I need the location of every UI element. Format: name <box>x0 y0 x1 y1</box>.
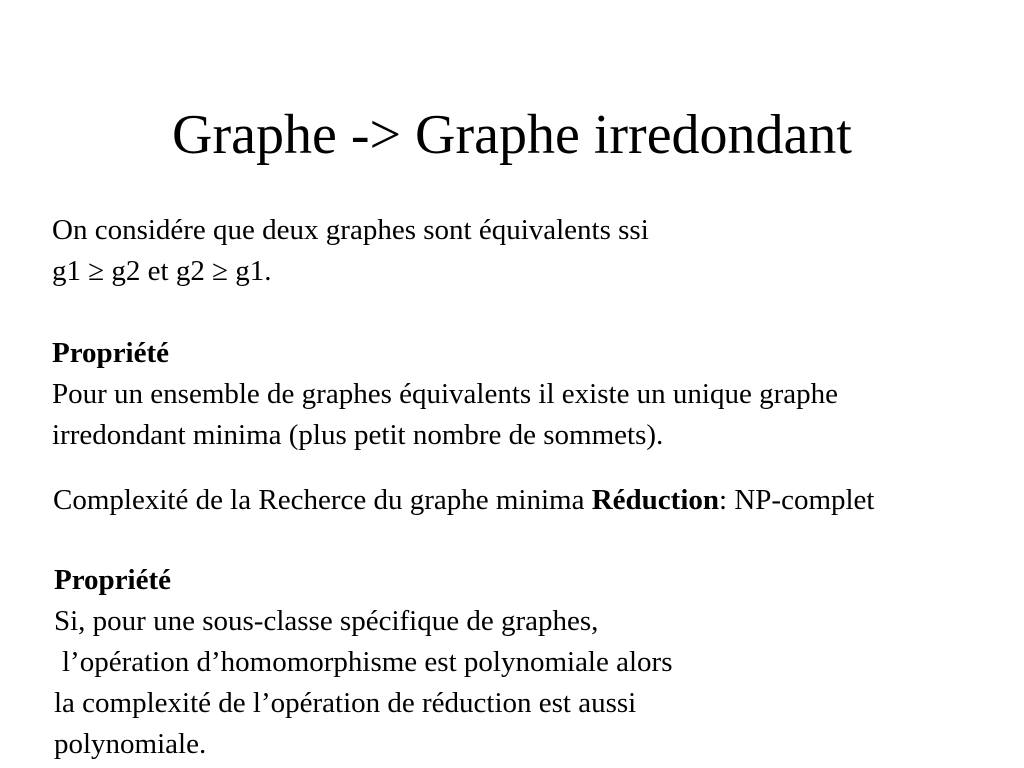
property-2-line-4: polynomiale. <box>54 728 207 760</box>
property-2-line-3: la complexité de l’opération de réduction est aussi <box>54 687 637 719</box>
property-2-line-1: Si, pour une sous-classe spécifique de graphes, <box>54 605 599 637</box>
property-1-line-2: irredondant minima (plus petit nombre de sommets). <box>52 419 664 451</box>
property-2-line-2: l’opération d’homomorphisme est polynomiale alors <box>62 646 673 678</box>
complexity-statement <box>53 480 874 521</box>
slide-title: Graphe -> Graphe irredondant <box>172 104 852 166</box>
complexity-bold-term: Réduction <box>591 484 720 516</box>
property-2-heading: Propriété <box>54 564 172 596</box>
property-1-line-1: Pour un ensemble de graphes équivalents il existe un unique graphe <box>52 378 839 410</box>
property-1 <box>52 333 838 456</box>
complexity-prefix: Complexité de la Recherce du graphe minima <box>53 484 592 516</box>
property-2 <box>54 560 673 765</box>
property-1-heading: Propriété <box>52 337 170 369</box>
intro-line-2: g1 ≥ g2 et g2 ≥ g1. <box>52 255 272 287</box>
complexity-suffix: : NP-complet <box>719 484 875 516</box>
intro-paragraph <box>52 210 649 292</box>
intro-line-1: On considére que deux graphes sont équivalents ssi <box>52 214 649 246</box>
